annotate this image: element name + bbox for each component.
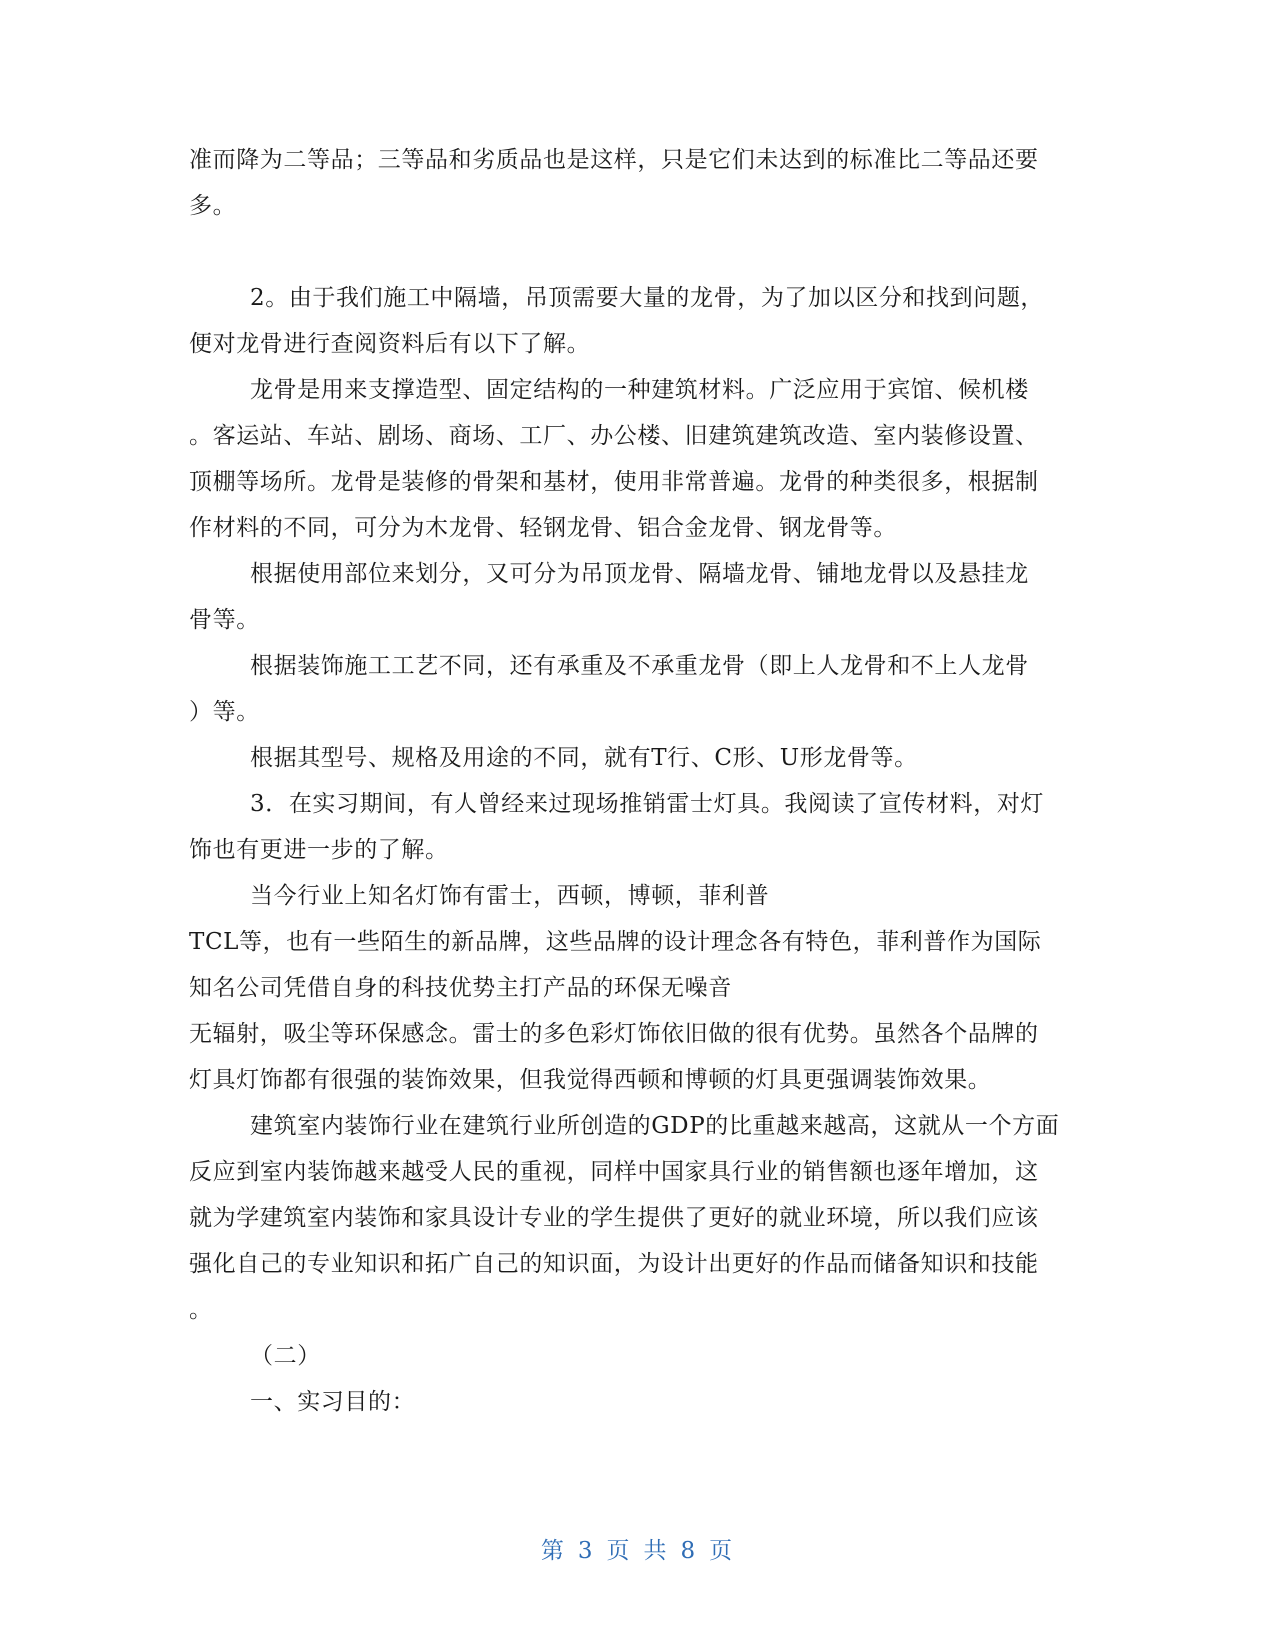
- text-line: 顶棚等场所。龙骨是装修的骨架和基材，使用非常普遍。龙骨的种类很多，根据制: [189, 469, 1039, 495]
- footer-page-label: 第: [540, 1538, 566, 1564]
- section-heading: （二）: [250, 1343, 321, 1369]
- footer-current-page: 3: [577, 1538, 595, 1564]
- text-line: ）等。: [189, 699, 260, 725]
- page-footer: [0, 1532, 1275, 1565]
- text-line: 便对龙骨进行查阅资料后有以下了解。: [189, 331, 591, 357]
- text-line: 龙骨是用来支撑造型、固定结构的一种建筑材料。广泛应用于宾馆、候机楼: [250, 377, 1029, 403]
- text-line: 。: [189, 1297, 213, 1323]
- footer-unit-label: 页: [606, 1538, 632, 1564]
- text-line: 。客运站、车站、剧场、商场、工厂、办公楼、旧建筑建筑改造、室内装修设置、: [189, 423, 1039, 449]
- section-heading: 一、实习目的：: [250, 1389, 416, 1415]
- text-line: 饰也有更进一步的了解。: [189, 837, 449, 863]
- text-line: 根据其型号、规格及用途的不同，就有T行、C形、U形龙骨等。: [250, 745, 918, 771]
- footer-total-label: 共: [643, 1538, 669, 1564]
- footer-total-pages: 8: [680, 1538, 698, 1564]
- text-line: 根据使用部位来划分，又可分为吊顶龙骨、隔墙龙骨、铺地龙骨以及悬挂龙: [250, 561, 1029, 587]
- text-line: 2。由于我们施工中隔墙，吊顶需要大量的龙骨，为了加以区分和找到问题，: [250, 285, 1045, 311]
- text-line: 根据装饰施工工艺不同，还有承重及不承重龙骨（即上人龙骨和不上人龙骨: [250, 653, 1029, 679]
- text-line: 当今行业上知名灯饰有雷士，西顿，博顿，菲利普: [250, 883, 770, 909]
- footer-unit-label-2: 页: [709, 1538, 735, 1564]
- text-line: 无辐射，吸尘等环保感念。雷士的多色彩灯饰依旧做的很有优势。虽然各个品牌的: [189, 1021, 1039, 1047]
- text-line: 建筑室内装饰行业在建筑行业所创造的GDP的比重越来越高，这就从一个方面: [250, 1113, 1060, 1139]
- text-line: 知名公司凭借自身的科技优势主打产品的环保无噪音: [189, 975, 732, 1001]
- text-line: 多。: [189, 193, 237, 219]
- text-line: TCL等，也有一些陌生的新品牌，这些品牌的设计理念各有特色，菲利普作为国际: [189, 929, 1042, 955]
- text-line: 反应到室内装饰越来越受人民的重视，同样中国家具行业的销售额也逐年增加，这: [189, 1159, 1039, 1185]
- text-line: 准而降为二等品；三等品和劣质品也是这样，只是它们未达到的标准比二等品还要: [189, 147, 1039, 173]
- text-line: 骨等。: [189, 607, 260, 633]
- text-line: 3．在实习期间，有人曾经来过现场推销雷士灯具。我阅读了宣传材料，对灯: [250, 791, 1045, 817]
- text-line: 灯具灯饰都有很强的装饰效果，但我觉得西顿和博顿的灯具更强调装饰效果。: [189, 1067, 992, 1093]
- text-line: 就为学建筑室内装饰和家具设计专业的学生提供了更好的就业环境，所以我们应该: [189, 1205, 1039, 1231]
- text-line: 作材料的不同，可分为木龙骨、轻钢龙骨、铝合金龙骨、钢龙骨等。: [189, 515, 897, 541]
- text-line: 强化自己的专业知识和拓广自己的知识面，为设计出更好的作品而储备知识和技能: [189, 1251, 1039, 1277]
